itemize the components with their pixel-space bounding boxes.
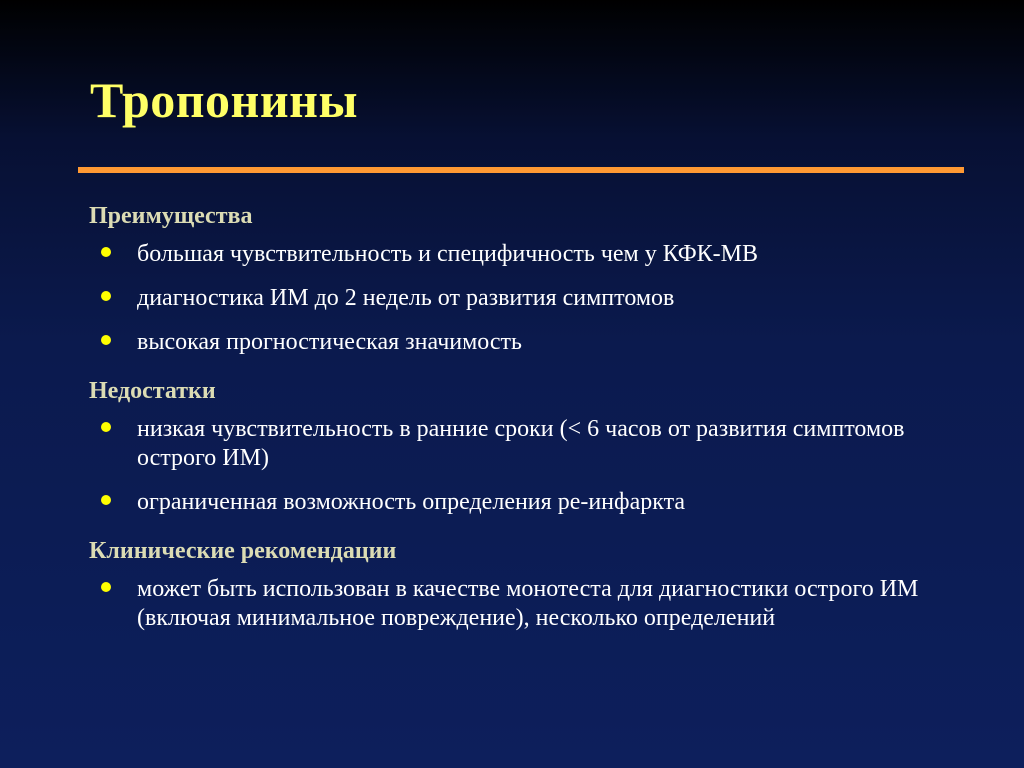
list-item-text: может быть использован в качестве монотеста для диагностики острого ИМ (включая минимальное повреждение), несколько определений xyxy=(137,576,919,631)
bullet-icon xyxy=(101,335,111,345)
bullet-list xyxy=(89,240,969,357)
section-heading: Недостатки xyxy=(89,378,216,404)
list-item-text: ограниченная возможность определения ре-инфаркта xyxy=(137,489,686,515)
list-item xyxy=(89,488,969,517)
slide-content xyxy=(89,200,969,651)
list-item-text: большая чувствительность и специфичность чем у КФК-МВ xyxy=(137,241,758,267)
bullet-icon xyxy=(101,291,111,301)
list-item-text: высокая прогностическая значимость xyxy=(137,329,522,355)
list-item xyxy=(89,284,969,313)
slide-title: Тропонины xyxy=(90,72,359,128)
list-item xyxy=(89,240,969,269)
bullet-icon xyxy=(101,422,111,432)
section-heading: Преимущества xyxy=(89,203,253,229)
section-heading: Клинические рекомендации xyxy=(89,538,397,564)
section-disadvantages xyxy=(89,375,969,517)
bullet-icon xyxy=(101,495,111,505)
bullet-list xyxy=(89,415,969,517)
bullet-icon xyxy=(101,247,111,257)
list-item xyxy=(89,415,969,473)
title-divider xyxy=(78,167,964,173)
list-item-text: диагностика ИМ до 2 недель от развития симптомов xyxy=(137,285,675,311)
list-item xyxy=(89,328,969,357)
list-item xyxy=(89,575,969,633)
bullet-list xyxy=(89,575,969,633)
list-item-text: низкая чувствительность в ранние сроки (< 6 часов от развития симптомов острого ИМ) xyxy=(137,416,905,471)
section-advantages xyxy=(89,200,969,357)
section-clinical-recommendations xyxy=(89,535,969,633)
bullet-icon xyxy=(101,582,111,592)
